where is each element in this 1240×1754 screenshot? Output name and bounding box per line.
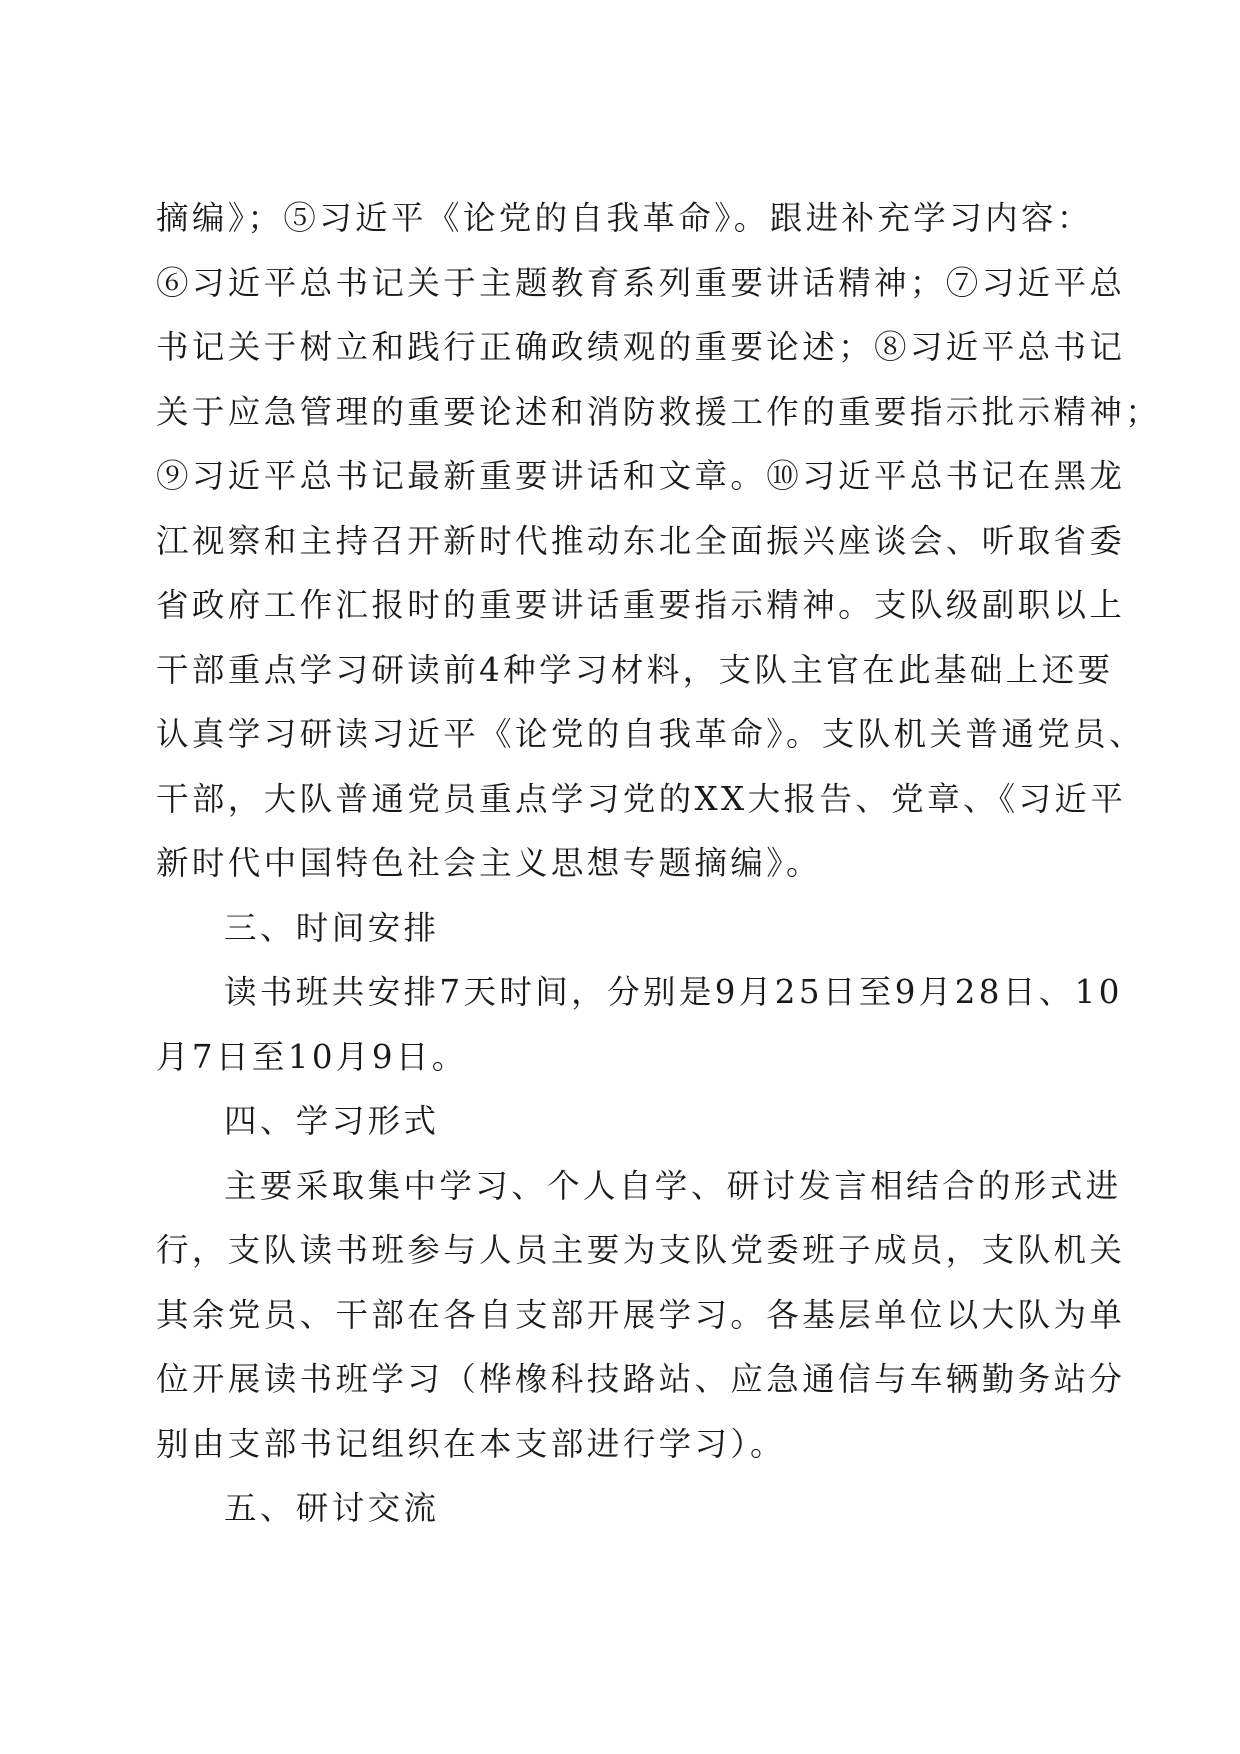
text-line: 干部重点学习研读前4种学习材料，支队主官在此基础上还要 — [156, 650, 1114, 689]
section-heading: 四、学习形式 — [224, 1102, 440, 1140]
section-heading: 三、时间安排 — [224, 908, 440, 947]
text-line: 新时代中国特色社会主义思想专题摘编》。 — [156, 844, 822, 882]
text-line: 干部，大队普通党员重点学习党的XX大报告、党章、《习近平 — [156, 779, 1127, 818]
text-line: ⑨习近平总书记最新重要讲话和文章。⑩习近平总书记在黑龙 — [156, 457, 1126, 495]
text-line: 行，支队读书班参与人员主要为支队党委班子成员，支队机关 — [156, 1231, 1126, 1269]
section-heading: 五、研讨交流 — [224, 1489, 440, 1527]
text-line: ⑥习近平总书记关于主题教育系列重要讲话精神；⑦习近平总 — [156, 263, 1126, 302]
text-line: 主要采取集中学习、个人自学、研讨发言相结合的形式进 — [224, 1166, 1122, 1205]
document-page — [156, 186, 1162, 1541]
paragraph-study-content — [156, 186, 1162, 896]
text-line: 关于应急管理的重要论述和消防救援工作的重要指示批示精神； — [156, 392, 1162, 431]
text-line: 别由支部书记组织在本支部进行学习）。 — [156, 1424, 786, 1463]
section-discussion — [156, 1476, 1076, 1541]
text-line: 江视察和主持召开新时代推动东北全面振兴座谈会、听取省委 — [156, 521, 1126, 560]
text-line: 认真学习研读习近平《论党的自我革命》。支队机关普通党员、 — [156, 715, 1145, 753]
text-line: 省政府工作汇报时的重要讲话重要指示精神。支队级副职以上 — [156, 586, 1126, 624]
section-study-format — [156, 1089, 1126, 1476]
text-line: 摘编》；⑤习近平《论党的自我革命》。跟进补充学习内容： — [156, 199, 1093, 237]
text-line: 其余党员、干部在各自支部开展学习。各基层单位以大队为单 — [156, 1295, 1126, 1334]
text-line: 读书班共安排7天时间，分别是9月25日至9月28日、10 — [224, 973, 1123, 1011]
text-line: 书记关于树立和践行正确政绩观的重要论述；⑧习近平总书记 — [156, 328, 1126, 366]
text-line: 位开展读书班学习（桦橡科技路站、应急通信与车辆勤务站分 — [156, 1360, 1126, 1398]
text-line: 月7日至10月9日。 — [156, 1037, 468, 1076]
section-time-arrangement — [156, 896, 1123, 1090]
